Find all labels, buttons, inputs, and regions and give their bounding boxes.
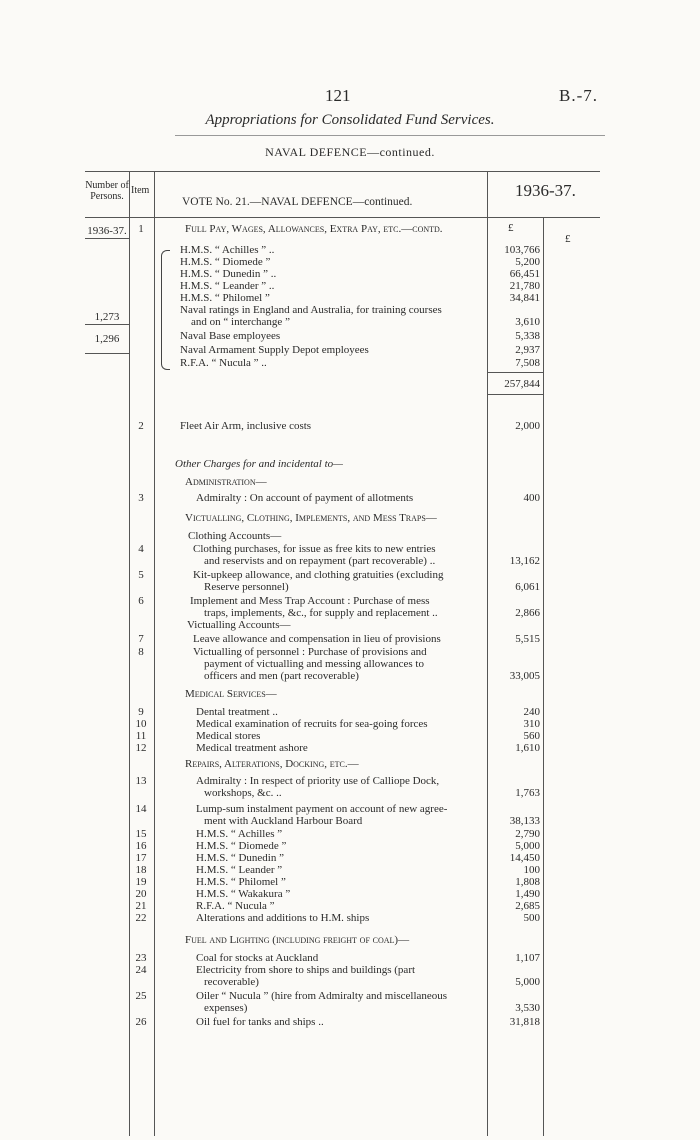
item-number: 22 [135,912,147,924]
line-item-text: Fuel and Lighting (including freight of coal)— [185,934,410,946]
line-item-amount: 34,841 [509,292,540,304]
line-item-amount: 1,763 [515,787,540,799]
year-column-header: 1936-37. [515,181,576,200]
line-item-text: Reserve personnel) [204,581,289,593]
page-heading: Appropriations for Consolidated Fund Services. [205,112,495,128]
item-number: 15 [135,828,147,840]
item-number: 24 [135,964,147,976]
line-item-amount: 5,338 [515,330,540,342]
item-number: 5 [138,569,144,581]
line-item-text: and reservists and on repayment (part recoverable) .. [204,555,436,567]
item-number: 2 [138,420,144,432]
line-item-amount: 66,451 [509,268,540,280]
line-item-text: traps, implements, &c., for supply and replacement .. [204,607,438,619]
line-item-amount: 3,530 [515,1002,540,1014]
line-item-text: Naval ratings in England and Australia, for training courses [180,304,442,316]
line-item-text: Medical treatment ashore [196,742,308,754]
item-number: 25 [135,990,147,1002]
item-number: 23 [135,952,147,964]
line-item-text: Clothing Accounts— [188,530,282,542]
line-item-text: Victualling Accounts— [187,619,291,631]
line-item-text: H.M.S. “ Wakakura ” [196,888,291,900]
line-item-text: expenses) [204,1002,248,1014]
line-item-text: Coal for stocks at Auckland [196,952,319,964]
line-item-amount: 2,685 [515,900,540,912]
line-item-text: Medical stores [196,730,261,742]
line-item-amount: 310 [523,718,540,730]
persons-rule [85,353,129,354]
line-item-text: Medical Services— [185,688,277,700]
persons-year: 1936-37. [87,225,127,237]
section-title: NAVAL DEFENCE—continued. [265,145,435,159]
item-number: 7 [138,633,144,645]
item-column-rule [154,171,155,1136]
subtotal-top-rule [488,372,543,373]
item-number: 4 [138,543,144,555]
line-item-text: Clothing purchases, for issue as free kits to new entries [193,543,436,555]
persons-year-rule [85,238,129,239]
line-item-text: H.M.S. “ Philomel ” [180,292,270,304]
line-item-amount: 500 [523,912,540,924]
line-item-amount: 2,000 [515,420,540,432]
line-item-text: Repairs, Alterations, Docking, etc.— [185,758,359,770]
line-item-amount: 2,790 [515,828,540,840]
persons-count: 1,296 [94,333,120,345]
line-item-text: H.M.S. “ Dunedin ” .. [180,268,277,280]
line-item-text: H.M.S. “ Leander ” .. [180,280,275,292]
item-number: 20 [135,888,147,900]
persons-rule [85,324,129,325]
line-item-text: and on “ interchange ” [191,316,290,328]
line-item-amount: 2,866 [515,607,540,619]
line-item-text: H.M.S. “ Leander ” [196,864,283,876]
line-item-text: Oiler “ Nucula ” (hire from Admiralty and miscellaneous [196,990,448,1002]
line-item-text: H.M.S. “ Diomede ” [196,840,287,852]
subtotal-amount: 257,844 [504,378,540,390]
line-item-text: Admiralty : On account of payment of allotments [196,492,414,504]
item-number: 19 [135,876,147,888]
line-item-amount: 3,610 [515,316,540,328]
total-column-rule [543,217,544,1136]
line-item-amount: 400 [523,492,540,504]
line-item-amount: 100 [523,864,540,876]
line-item-amount: 21,780 [509,280,540,292]
item-number: 11 [135,730,147,742]
persons-column-header: Number of Persons. [85,180,129,202]
line-item-amount: 6,061 [515,581,540,593]
line-item-text: payment of victualling and messing allowances to [204,658,424,670]
line-item-amount: 14,450 [509,852,540,864]
line-item-text: Implement and Mess Trap Account : Purchase of mess [190,595,430,607]
line-item-text: recoverable) [204,976,259,988]
line-item-amount: 560 [523,730,540,742]
currency-symbol: £ [565,233,571,245]
brace [161,250,170,370]
line-item-text: H.M.S. “ Dunedin ” [196,852,284,864]
line-item-amount: 5,000 [515,840,540,852]
item-number: 16 [135,840,147,852]
item-number: 21 [135,900,147,912]
line-item-amount: 103,766 [504,244,540,256]
line-item-text: Full Pay, Wages, Allowances, Extra Pay, etc.—contd. [185,223,443,235]
line-item-amount: 1,808 [515,876,540,888]
line-item-text: Administration— [185,476,267,488]
line-item-amount: 2,937 [515,344,540,356]
item-number: 12 [135,742,147,754]
line-item-text: Oil fuel for tanks and ships .. [196,1016,324,1028]
line-item-text: officers and men (part recoverable) [204,670,359,682]
line-item-text: Dental treatment .. [196,706,278,718]
line-item-amount: 240 [523,706,540,718]
item-number: 13 [135,775,147,787]
item-column-header: Item [131,185,150,196]
line-item-amount: 5,515 [515,633,540,645]
line-item-amount: 1,610 [515,742,540,754]
line-item-amount: 5,200 [515,256,540,268]
line-item-text: Electricity from shore to ships and buildings (part [196,964,416,976]
line-item-amount: 5,000 [515,976,540,988]
item-number: 8 [138,646,144,658]
page-number: 121 [325,86,351,105]
line-item-text: Victualling of personnel : Purchase of provisions and [193,646,427,658]
line-item-text: workshops, &c. .. [204,787,282,799]
document-reference: B.-7. [559,86,598,105]
line-item-amount: 7,508 [515,357,540,369]
line-item-text: Naval Armament Supply Depot employees [180,344,369,356]
table-top-rule [85,171,600,172]
line-item-text: Kit-upkeep allowance, and clothing gratuities (excluding [193,569,444,581]
item-number: 14 [135,803,147,815]
line-item-amount: 13,162 [509,555,540,567]
vote-column-header: VOTE No. 21.—NAVAL DEFENCE—continued. [182,196,413,208]
line-item-text: Naval Base employees [180,330,281,342]
line-item-text: Fleet Air Arm, inclusive costs [180,420,312,432]
line-item-text: Leave allowance and compensation in lieu of provisions [193,633,441,645]
line-item-amount: 38,133 [509,815,540,827]
subtotal-bottom-rule [488,394,543,395]
line-item-text: Victualling, Clothing, Implements, and Mess Traps— [185,512,437,524]
line-item-amount: 31,818 [509,1016,540,1028]
line-item-amount: 33,005 [509,670,540,682]
item-number: 26 [135,1016,147,1028]
line-item-text: H.M.S. “ Achilles ” [196,828,283,840]
currency-symbol: £ [508,222,514,234]
item-number: 3 [138,492,144,504]
item-number: 9 [138,706,144,718]
item-number: 17 [135,852,147,864]
line-item-amount: 1,107 [515,952,540,964]
line-item-text: H.M.S. “ Philomel ” [196,876,286,888]
item-number: 6 [138,595,144,607]
line-item-text: R.F.A. “ Nucula ” [196,900,275,912]
line-item-text: R.F.A. “ Nucula ” .. [180,357,267,369]
line-item-text: H.M.S. “ Diomede ” [180,256,271,268]
line-item-text: Other Charges for and incidental to— [175,458,343,470]
line-item-text: Lump-sum instalment payment on account of new agree- [196,803,448,815]
line-item-text: ment with Auckland Harbour Board [204,815,363,827]
line-item-text: Alterations and additions to H.M. ships [196,912,370,924]
item-number: 10 [135,718,147,730]
table-header-rule [85,217,600,218]
heading-rule [175,135,605,136]
line-item-amount: 1,490 [515,888,540,900]
line-item-text: Admiralty : In respect of priority use of Calliope Dock, [196,775,440,787]
line-item-text: Medical examination of recruits for sea-going forces [196,718,428,730]
item-number: 18 [135,864,147,876]
item-number: 1 [138,223,144,235]
line-item-text: H.M.S. “ Achilles ” .. [180,244,275,256]
persons-count: 1,273 [94,311,120,323]
